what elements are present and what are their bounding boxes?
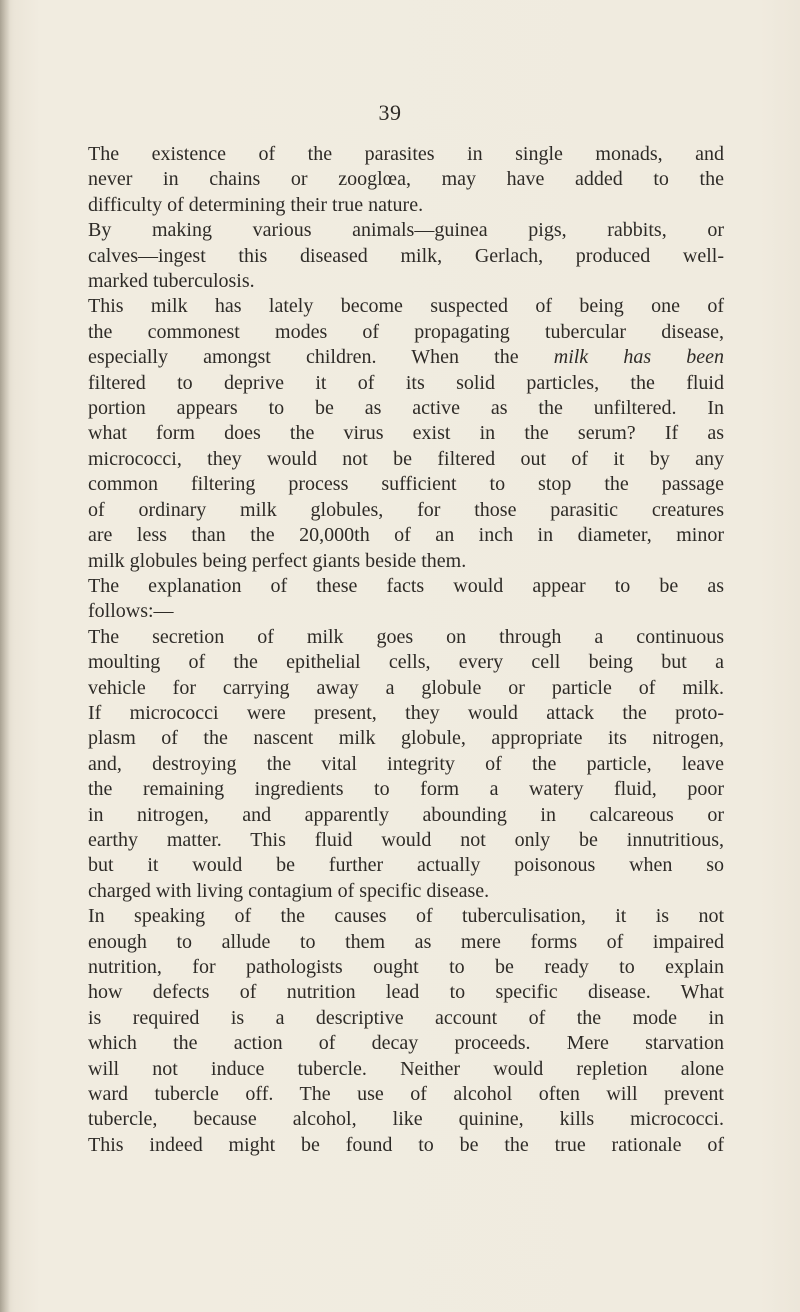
paragraph-5-line-9: earthy matter. This fluid would not only be innutritious, <box>88 828 724 851</box>
paragraph-5-line-6: and, destroying the vital integrity of the particle, leave <box>88 752 724 775</box>
paragraph-3-line-1: This milk has lately become suspected of being one of <box>88 295 724 318</box>
paragraph-1-line-3: difficulty of determining their true nature. <box>88 193 424 216</box>
paragraph-3-line-11: milk globules being perfect giants beside them. <box>88 549 467 572</box>
paragraph-5-line-4: If micrococci were present, they would attack the proto- <box>88 701 724 724</box>
paragraph-3-line-6: what form does the virus exist in the serum? If as <box>88 422 724 445</box>
paragraph-1-line-1: The existence of the parasites in single monads, and <box>88 143 724 165</box>
paragraph-3-line-3 <box>88 345 724 370</box>
paragraph-3-line-8: common filtering process sufficient to stop the passage <box>88 473 724 496</box>
paragraph-6-line-2: enough to allude to them as mere forms of impaired <box>88 930 724 953</box>
paragraph-3-line-5: portion appears to be as active as the unfiltered. In <box>88 397 724 420</box>
page-number: 39 <box>378 100 402 125</box>
paragraph-3-line-10: are less than the 20,000th of an inch in diameter, minor <box>88 524 724 547</box>
paragraph-1-line-2: never in chains or zooglœa, may have added to the <box>88 168 724 191</box>
paragraph-6-line-3: nutrition, for pathologists ought to be ready to explain <box>88 956 724 978</box>
paragraph-3-line-9: of ordinary milk globules, for those parasitic creatures <box>88 498 724 521</box>
paragraph-3-line-4: filtered to deprive it of its solid particles, the fluid <box>88 371 724 394</box>
paragraph-3-line-2: the commonest modes of propagating tubercular disease, <box>88 320 724 343</box>
paragraph-2-line-1: By making various animals—guinea pigs, rabbits, or <box>88 219 724 242</box>
paragraph-2-line-2: calves—ingest this diseased milk, Gerlach, produced well- <box>88 244 724 267</box>
body-text <box>88 142 724 1158</box>
paragraph-6-line-5: is required is a descriptive account of the mode in <box>88 1006 724 1029</box>
paragraph-5-line-1: The secretion of milk goes on through a continuous <box>88 625 724 648</box>
paragraph-3-italic-phrase: milk has been <box>553 346 724 369</box>
paragraph-5-line-3: vehicle for carrying away a globule or particle of milk. <box>88 676 724 699</box>
paragraph-6-line-10: This indeed might be found to be the true rationale of <box>88 1133 724 1156</box>
page-binding-shadow <box>0 0 10 1312</box>
paragraph-2-line-3: marked tuberculosis. <box>88 270 255 293</box>
paragraph-4-line-2: follows:— <box>88 600 174 623</box>
paragraph-6-line-7: will not induce tubercle. Neither would repletion alone <box>88 1057 724 1080</box>
paragraph-6-line-4: how defects of nutrition lead to specific disease. What <box>88 981 724 1004</box>
paragraph-5-line-7: the remaining ingredients to form a watery fluid, poor <box>88 778 724 801</box>
paragraph-5-line-2: moulting of the epithelial cells, every cell being but a <box>88 651 724 674</box>
paragraph-6-line-6: which the action of decay proceeds. Mere starvation <box>88 1032 724 1055</box>
paragraph-5-line-11: charged with living contagium of specific disease. <box>88 879 490 902</box>
paragraph-6-line-1: In speaking of the causes of tuberculisation, it is not <box>88 905 724 928</box>
paragraph-6-line-9: tubercle, because alcohol, like quinine, kills micrococci. <box>88 1108 724 1131</box>
paragraph-5-line-5: plasm of the nascent milk globule, appropriate its nitrogen, <box>88 727 724 750</box>
paragraph-4-line-1: The explanation of these facts would appear to be as <box>88 574 724 597</box>
paragraph-3-line-3-text: especially amongst children. When the <box>88 346 554 369</box>
paragraph-5-line-8: in nitrogen, and apparently abounding in calcareous or <box>88 803 724 826</box>
paragraph-6-line-8: ward tubercle off. The use of alcohol often will prevent <box>88 1083 724 1106</box>
paragraph-3-line-7: micrococci, they would not be filtered out of it by any <box>88 447 724 470</box>
paragraph-5-line-10: but it would be further actually poisonous when so <box>88 854 724 877</box>
